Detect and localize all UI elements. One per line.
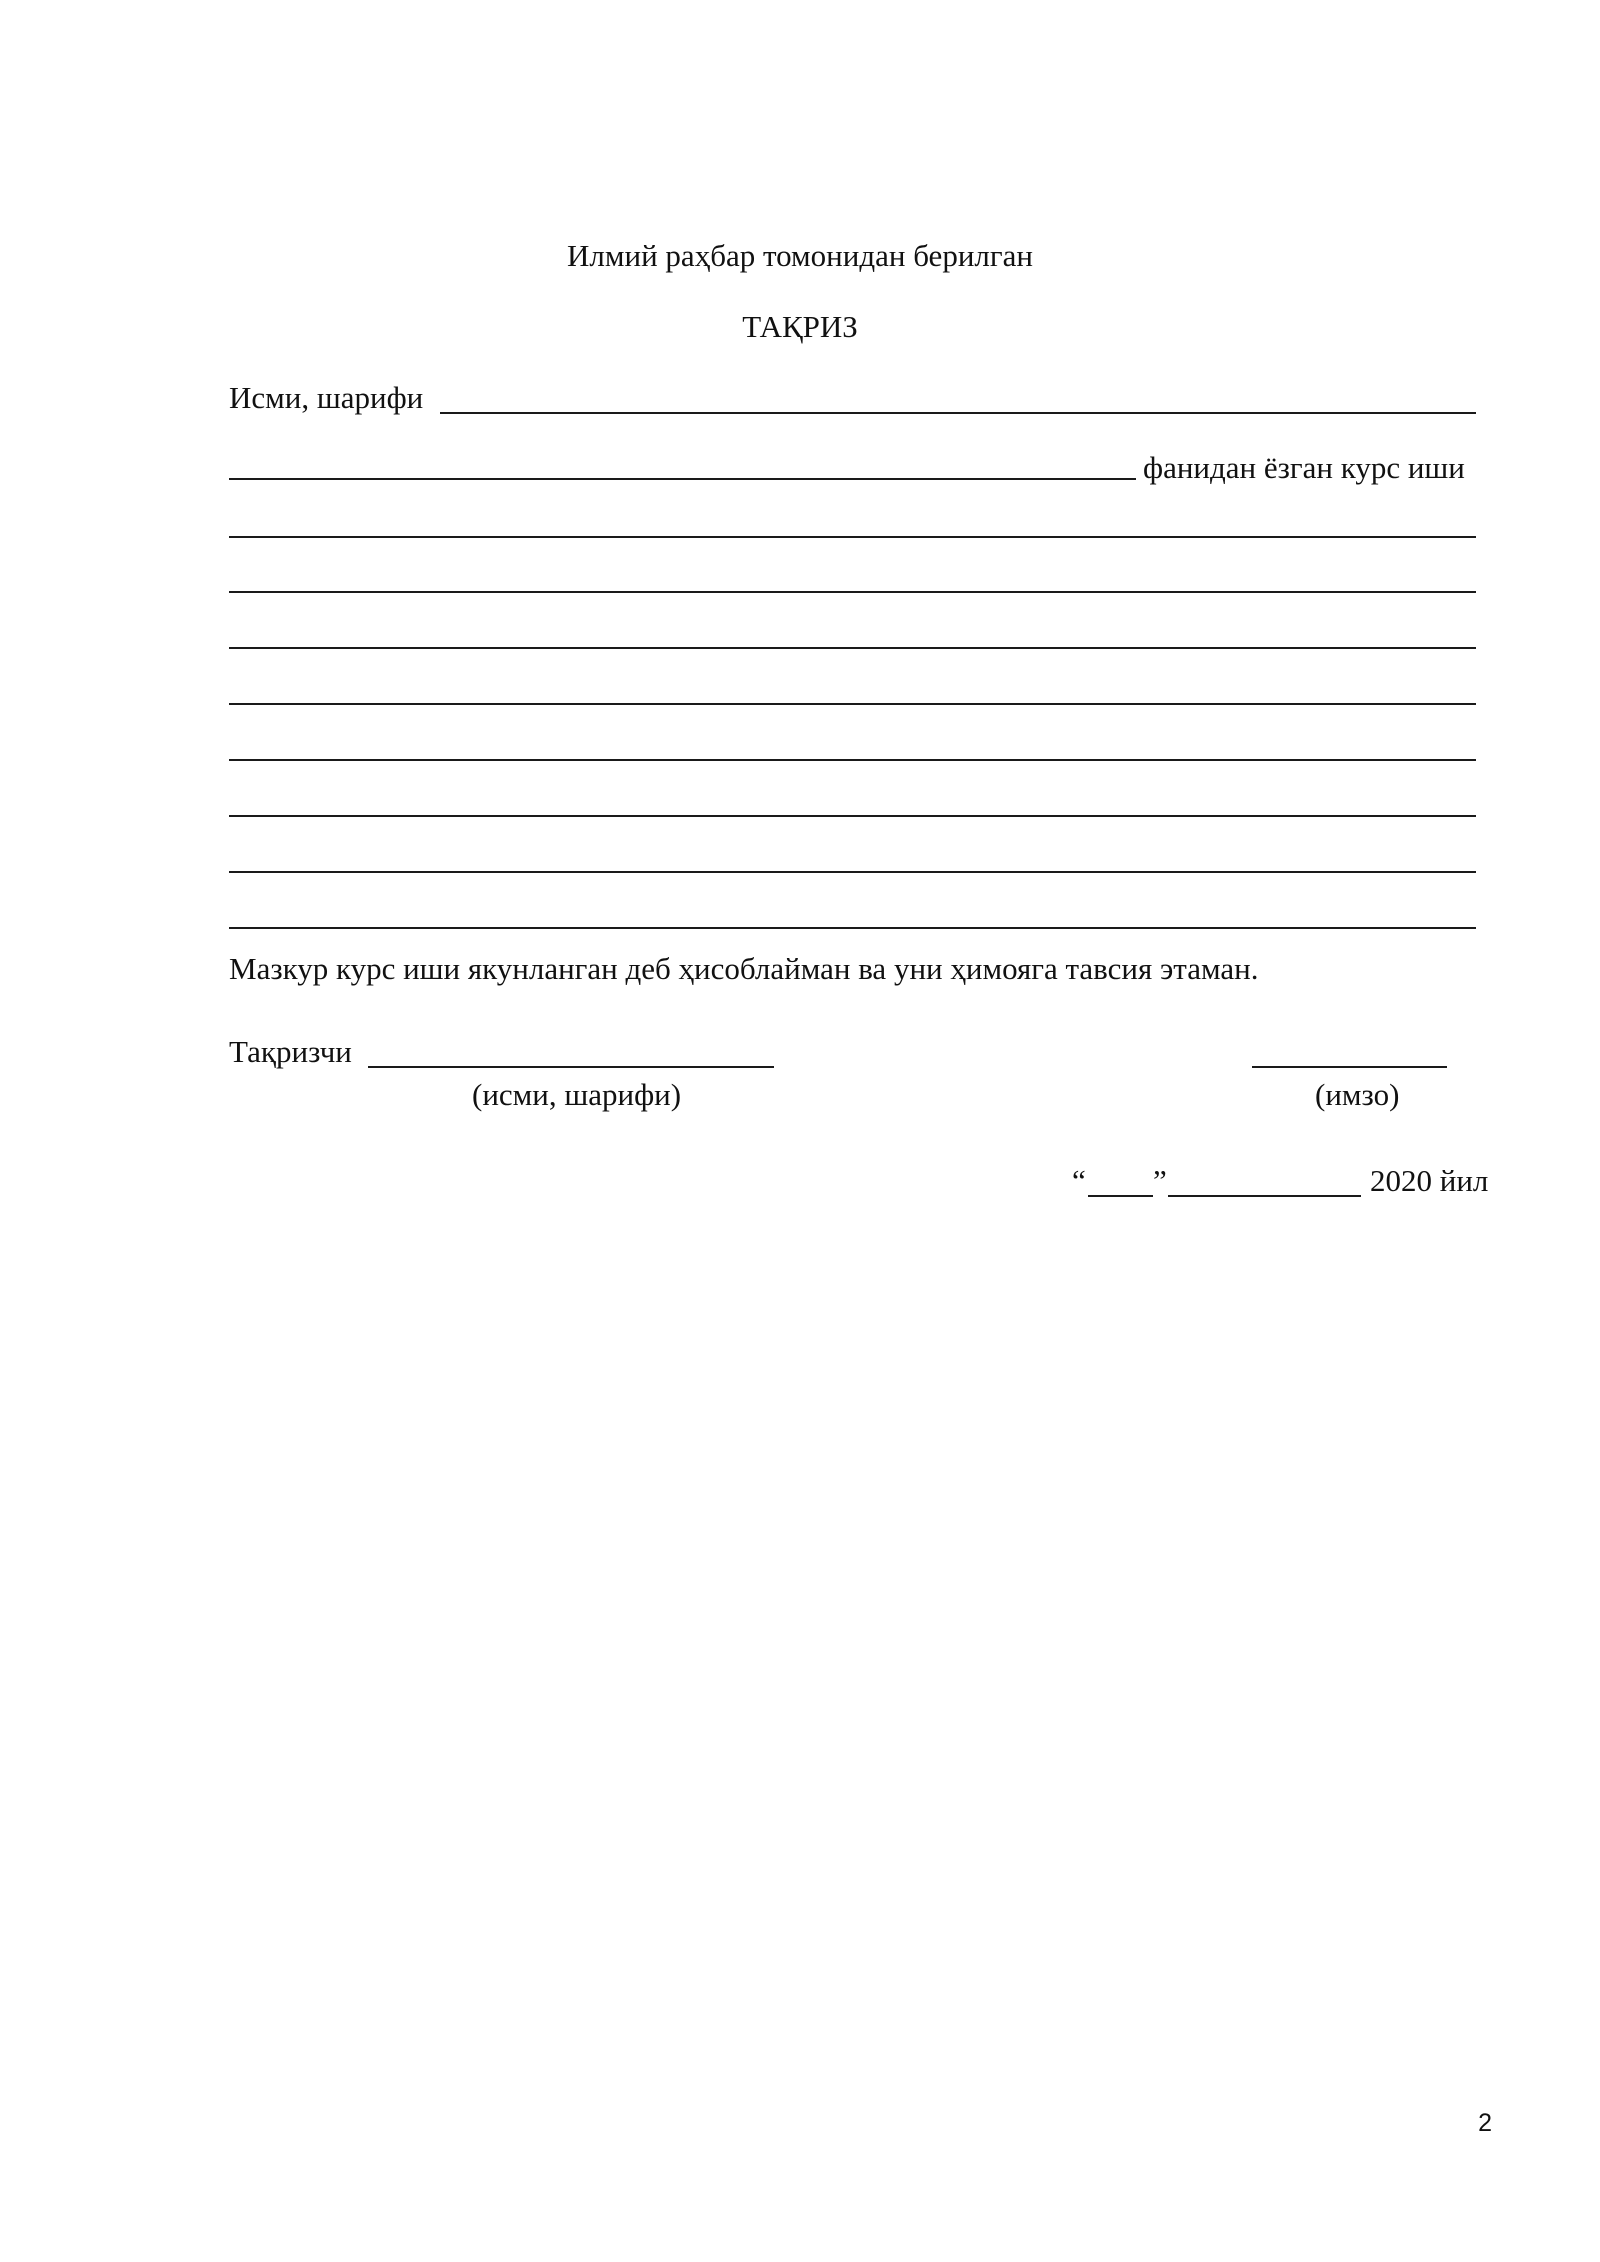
- review-line[interactable]: [229, 647, 1476, 649]
- document-title: ТАҚРИЗ: [742, 309, 858, 344]
- reviewer-label: Тақризчи: [229, 1034, 352, 1069]
- subject-input-line[interactable]: [229, 478, 1136, 480]
- document-subtitle: Илмий раҳбар томонидан берилган: [567, 238, 1033, 273]
- review-line[interactable]: [229, 591, 1476, 593]
- review-line[interactable]: [229, 759, 1476, 761]
- review-line[interactable]: [229, 815, 1476, 817]
- date-year-text: 2020 йил: [1370, 1163, 1489, 1198]
- reviewer-name-caption: (исми, шарифи): [472, 1077, 682, 1112]
- conclusion-text: Мазкур курс иши якунланган деб ҳисоблайман ва уни ҳимояга тавсия этаман.: [229, 951, 1259, 986]
- review-line[interactable]: [229, 927, 1476, 929]
- review-line[interactable]: [229, 536, 1476, 538]
- date-close-quote: ”: [1153, 1163, 1167, 1198]
- subject-suffix-text: фанидан ёзган курс иши: [1143, 450, 1465, 485]
- signature-caption: (имзо): [1315, 1077, 1400, 1112]
- page-number: 2: [1478, 2109, 1492, 2137]
- review-line[interactable]: [229, 871, 1476, 873]
- signature-line[interactable]: [1252, 1066, 1447, 1068]
- date-open-quote: “: [1072, 1163, 1086, 1198]
- reviewer-name-line[interactable]: [368, 1066, 774, 1068]
- date-day-line[interactable]: [1088, 1195, 1153, 1197]
- date-month-line[interactable]: [1168, 1195, 1361, 1197]
- name-label: Исми, шарифи: [229, 380, 424, 415]
- name-input-line[interactable]: [440, 412, 1476, 414]
- review-line[interactable]: [229, 703, 1476, 705]
